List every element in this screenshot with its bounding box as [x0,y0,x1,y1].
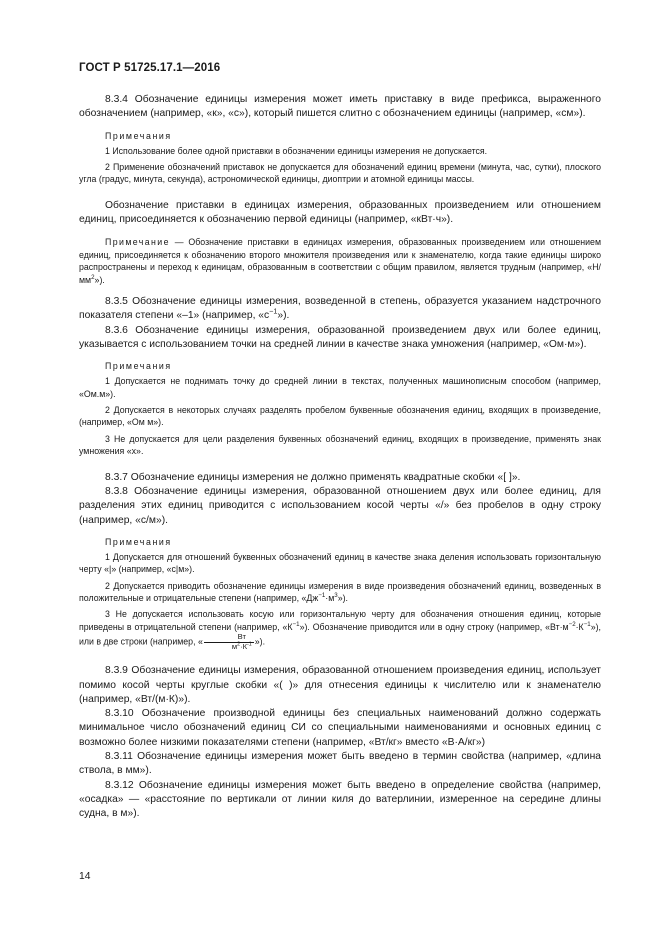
page-content [79,93,601,822]
paragraph-8-3-5: 8.3.5 Обозначение единицы измерения, возведенной в степень, образуется указанием надстрочного показателя степени «–1» (например, «$с^{-1}$»). [79,296,601,322]
paragraph-8-3-6: 8.3.6 Обозначение единицы измерения, образованной произведением двух или более единиц, указывается с использованием точки на средней линии в качестве знака умножения (например, «Ом·м»). [79,324,601,350]
note-item: 3 Не допускается для цели разделения буквенных обозначений единиц, входящих в произведение, применять знак умножения «х». [79,433,601,457]
paragraph-8-3-7: 8.3.7 Обозначение единицы измерения не должно применять квадратные скобки «[ ]». [105,471,521,483]
notes-title: Примечания [105,130,172,141]
note-item: 1 Использование более одной приставки в обозначении единицы измерения не допускается. [105,145,488,156]
page-number: 14 [79,871,91,882]
note-item: 2 Допускается в некоторых случаях разделять пробелом буквенные обозначения единиц, входящих в произведение, (например, «Ом м»). [79,405,601,428]
note-item: 2 Допускается приводить обозначение единицы измерения в виде произведения обозначений единиц, возведенных в положительные и отрицательные степени (например, «$Дж^{-1}\cdot м^3$»). [79,580,601,604]
fraction [204,633,254,651]
note-label: Примечание [105,237,170,248]
paragraph-8-3-11: 8.3.11 Обозначение единицы измерения может быть введено в термин свойства (например, «длина ствола, в мм»). [79,751,601,777]
notes-title: Примечания [105,536,172,547]
note-item: 2 Применение обозначений приставок не допускается для обозначений единиц времени (минута, час, сутки), плоского угла (градус, минута, секунда), астрономической единицы, диоптрии и атомной единицы массы. [79,162,601,185]
document-code: ГОСТ Р 51725.17.1—2016 [79,62,221,74]
note-item: 1 Допускается для отношений буквенных обозначений единиц в качестве знака деления использовать горизонтальную черту «|» (например, «с|м»). [79,551,601,575]
paragraph-8-3-8: 8.3.8 Обозначение единицы измерения, образованной отношением двух или более единиц, для разделения этих единиц приводится с использованием косой черты «/» без пробелов в одну строку (например, «с/м»). [79,485,601,526]
note-prefix: Примечание — Обозначение приставки в единицах измерения, образованных произведением или отношением единиц, присоединяется к обозначению второго множителя произведения или к знаменателю, когда такие единицы широко распространены и переход к единицам, образованным в соответствии с общим правилом, является трудным (например, «$Н/мм^2$»). [79,237,601,285]
note-item: 1 Допускается не поднимать точку до средней линии в текстах, полученных машинописным способом (например, «Ом.м»). [79,376,601,399]
paragraph-prefix: Обозначение приставки в единицах измерения, образованных произведением или отношением единиц, присоединяется к обозначению первой единицы (например, «кВт·ч»). [79,199,601,226]
paragraph-8-3-9: 8.3.9 Обозначение единицы измерения, образованной отношением произведения единиц, использует помимо косой черты круглые скобки «( )» для отнесения единицы к числителю или к знаменателю (например, «Вт/(м·К)»). [79,665,601,705]
fraction-numerator: Вт [204,633,254,643]
notes-title: Примечания [105,361,172,372]
paragraph-8-3-10: 8.3.10 Обозначение производной единицы без специальных наименований должно содержать минимальное число обозначений единиц СИ со специальными наименованиями и основных единиц с возможно более низкими показателями степени (например, «Вт/кг» вместо «В·А/кг») [79,708,601,748]
note-item: 3 Не допускается использовать косую или горизонтальную черту для обозначения отношения единиц, которые приведены в отрицательной степени (например, «$К^{-1}$»). Обозначение приводится или в одну строку (например, «$Вт\cdot м^{-2}\cdot К^{-1}$»), или в две строки (например, « $\frac{Вт}{м^2\cdot К^{-1}}$ »). [79,609,601,651]
fraction-denominator: $м^2\cdot К^{-1}$ [231,641,252,651]
paragraph-8-3-4: 8.3.4 Обозначение единицы измерения может иметь приставку в виде префикса, выраженного обозначением (например, «к», «с»), который пишется слитно с обозначением единицы (например, «см»). [79,94,601,120]
paragraph-8-3-12: 8.3.12 Обозначение единицы измерения может быть введено в определение свойства (например, «осадка» — «расстояние по вертикали от линии киля до ватерлинии, измеренное на середине длины судна, в м»). [79,779,601,820]
